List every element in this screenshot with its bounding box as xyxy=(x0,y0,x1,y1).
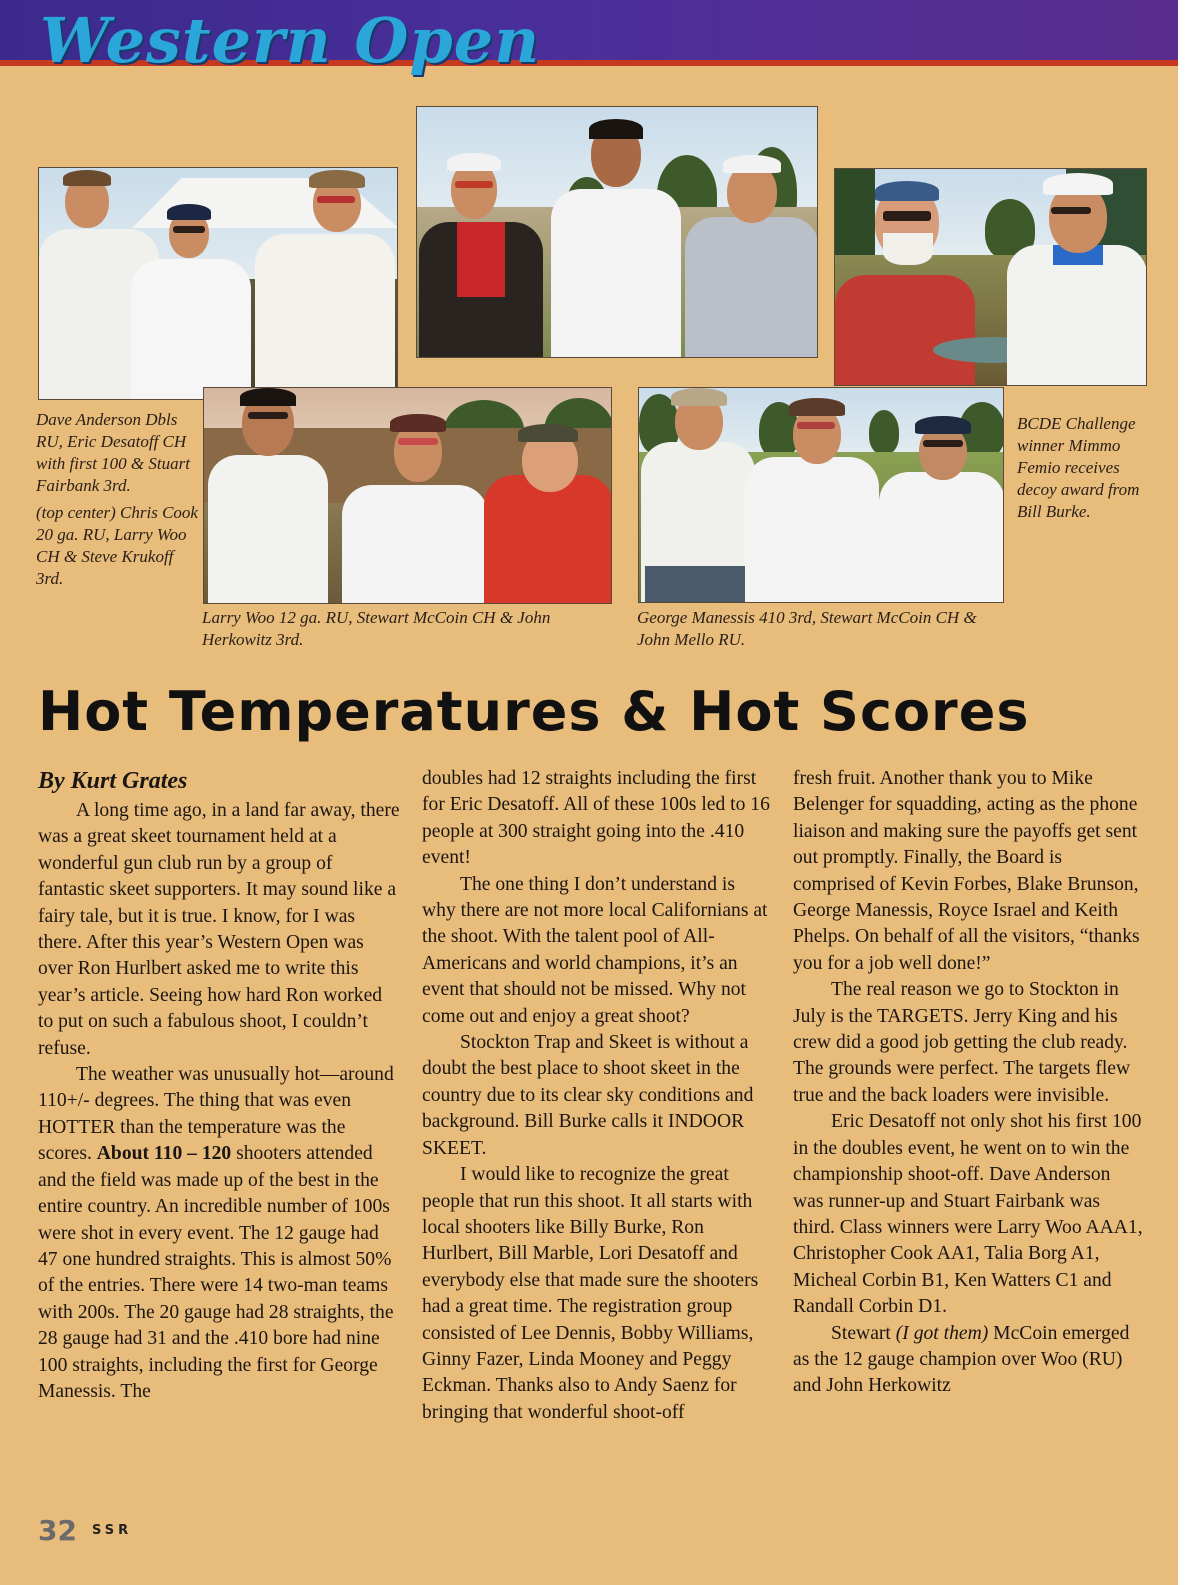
col2-paragraph-2: The one thing I don’t understand is why there are not more local Californians at the shoot. With the talent pool of All-Americans and world champions, it’s an event that should not be missed. Why not come out and enjoy a great shoot? xyxy=(422,873,768,1027)
photo-top-right xyxy=(834,168,1147,386)
attendance-figure: About 110 – 120 xyxy=(96,1143,232,1165)
photo-bottom-right xyxy=(638,387,1004,603)
page-edge xyxy=(1178,0,1200,1585)
caption-bottom-right: George Manessis 410 3rd, Stewart McCoin CH & John Mello RU. xyxy=(637,608,977,649)
article-column-3 xyxy=(793,766,1145,1400)
caption-bottom-left: Larry Woo 12 ga. RU, Stewart McCoin CH & John Herkowitz 3rd. xyxy=(202,608,551,649)
col3-paragraph-3: Eric Desatoff not only shot his first 100 in the doubles event, he went on to win the championship shoot-off. Dave Anderson was runner-up and Stuart Fairbank was third. Class winners were Larry Woo AAA1, Christopher Cook AA1, Talia Borg A1, Micheal Corbin B1, Ken Watters C1 and Randall Corbin D1. xyxy=(793,1111,1143,1318)
col1-paragraph-2: The weather was unusually hot—around 110+/- degrees. The thing that was even HOTTER than the temperature was the scores. About 110 – 120 shooters attended and the field was made up of the best in the entire country. An incredible number of 100s were shot in every event. The 12 gauge had 47 one hundred straights. This is almost 50% of the entries. There were 14 two-man teams with 200s. The 20 gauge had 28 straights, the 28 gauge had 31 and the .410 bore had nine 100 straights, including the first for George Manessis. The xyxy=(38,1064,394,1402)
article-byline: By Kurt Grates xyxy=(38,768,188,794)
col1-paragraph-1: A long time ago, in a land far away, there was a great skeet tournament held at a wonderful gun club run by a group of fantastic skeet supporters. It may sound like a fairy tale, but it is true. I know, for I was there. After this year’s Western Open was over Ron Hurlbert asked me to write this year’s article. Seeing how hard Ron worked to put on such a fabulous shoot, I couldn’t refuse. xyxy=(38,800,400,1059)
magazine-name: SSR xyxy=(92,1523,133,1538)
col2-paragraph-4: I would like to recognize the great people that run this shoot. It all starts with local shooters like Billy Burke, Ron Hurlbert, Bill Marble, Lori Desatoff and everybody else that made sure the shooters had a great time. The registration group consisted of Lee Dennis, Bobby Williams, Ginny Fazer, Linda Mooney and Peggy Eckman. Thanks also to Andy Saenz for bringing that wonderful shoot-off xyxy=(422,1164,759,1423)
caption-left-b: (top center) Chris Cook 20 ga. RU, Larry Woo CH & Steve Krukoff 3rd. xyxy=(36,503,198,588)
caption-left-a: Dave Anderson Dbls RU, Eric Desatoff CH with first 100 & Stuart Fairbank 3rd. xyxy=(36,410,190,495)
photo-top-center xyxy=(416,106,818,358)
col2-paragraph-3: Stockton Trap and Skeet is without a doubt the best place to shoot skeet in the country due to its clear sky conditions and background. Bill Burke calls it INDOOR SKEET. xyxy=(422,1032,754,1159)
article-column-2 xyxy=(422,766,772,1426)
col3-paragraph-1: fresh fruit. Another thank you to Mike Belenger for squadding, acting as the phone liaison and making sure the payoffs get sent out promptly. Finally, the Board is comprised of Kevin Forbes, Blake Brunson, George Manessis, Royce Israel and Keith Phelps. On behalf of all the visitors, “thanks you for a job well done!” xyxy=(793,768,1140,974)
col3-paragraph-2: The real reason we go to Stockton in July is the TARGETS. Jerry King and his crew did a good job getting the club ready. The grounds were perfect. The targets flew true and the back loaders were invisible. xyxy=(793,979,1131,1106)
page-number: 32 xyxy=(38,1514,77,1547)
caption-right: BCDE Challenge winner Mimmo Femio receives decoy award from Bill Burke. xyxy=(1017,414,1140,521)
section-title: Western Open xyxy=(40,4,541,77)
article-column-1 xyxy=(38,766,400,1405)
article-headline: Hot Temperatures & Hot Scores xyxy=(38,680,1030,743)
photo-top-left xyxy=(38,167,398,400)
photo-bottom-left xyxy=(203,387,612,604)
nickname: (I got them) xyxy=(895,1322,989,1344)
col2-paragraph-1: doubles had 12 straights including the first for Eric Desatoff. All of these 100s led to 16 people at 300 straight going into the .410 event! xyxy=(422,768,770,869)
col3-paragraph-4: Stewart (I got them) McCoin emerged as the 12 gauge champion over Woo (RU) and John Herkowitz xyxy=(793,1322,1130,1397)
